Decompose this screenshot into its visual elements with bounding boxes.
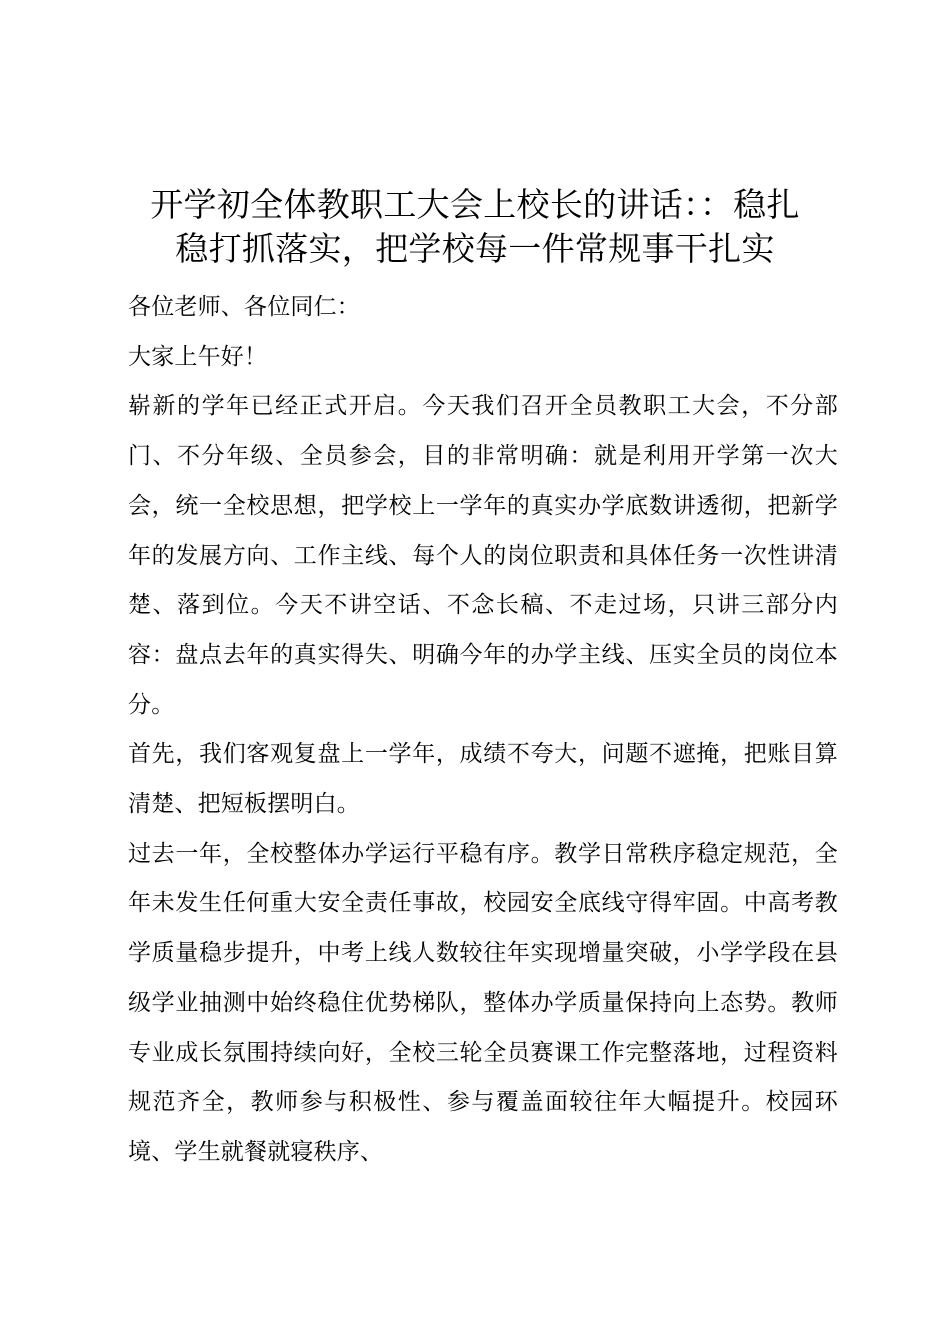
salutation: 各位老师、各位同仁：: [128, 294, 360, 320]
paragraph-review-details: 过去一年，全校整体办学运行平稳有序。教学日常秩序稳定规范，全年未发生任何重大安全责任事故，校园安全底线守得牢固。中高考教学质量稳步提升，中考上线人数较往年实现增量突破，小学学段在县级学业抽测中始终稳住优势梯队，整体办学质量保持向上态势。教师专业成长氛围持续向好，全校三轮全员赛课工作完整落地，过程资料规范齐全，教师参与积极性、参与覆盖面较往年大幅提升。校园环境、学生就餐就寝秩序、: [128, 840, 838, 1165]
title-line-1: 开学初全体教职工大会上校长的讲话：：稳扎: [150, 185, 800, 224]
paragraph-review-intro: 首先，我们客观复盘上一学年，成绩不夸大，问题不遮掩，把账目算清楚、把短板摆明白。: [128, 741, 838, 818]
title-line-2: 稳打抓落实，把学校每一件常规事干扎实: [175, 229, 775, 268]
document-title: [118, 183, 832, 271]
document-body: [128, 283, 838, 1178]
greeting: 大家上午好！: [128, 343, 268, 370]
paragraph-opening: 崭新的学年已经正式开启。今天我们召开全员教职工大会，不分部门、不分年级、全员参会，目的非常明确：就是利用开学第一次大会，统一全校思想，把学校上一学年的真实办学底数讲透彻，把新学年的发展方向、工作主线、每个人的岗位职责和具体任务一次性讲清楚、落到位。今天不讲空话、不念长稿、不走过场，只讲三部分内容：盘点去年的真实得失、明确今年的办学主线、压实全员的岗位本分。: [128, 393, 838, 718]
